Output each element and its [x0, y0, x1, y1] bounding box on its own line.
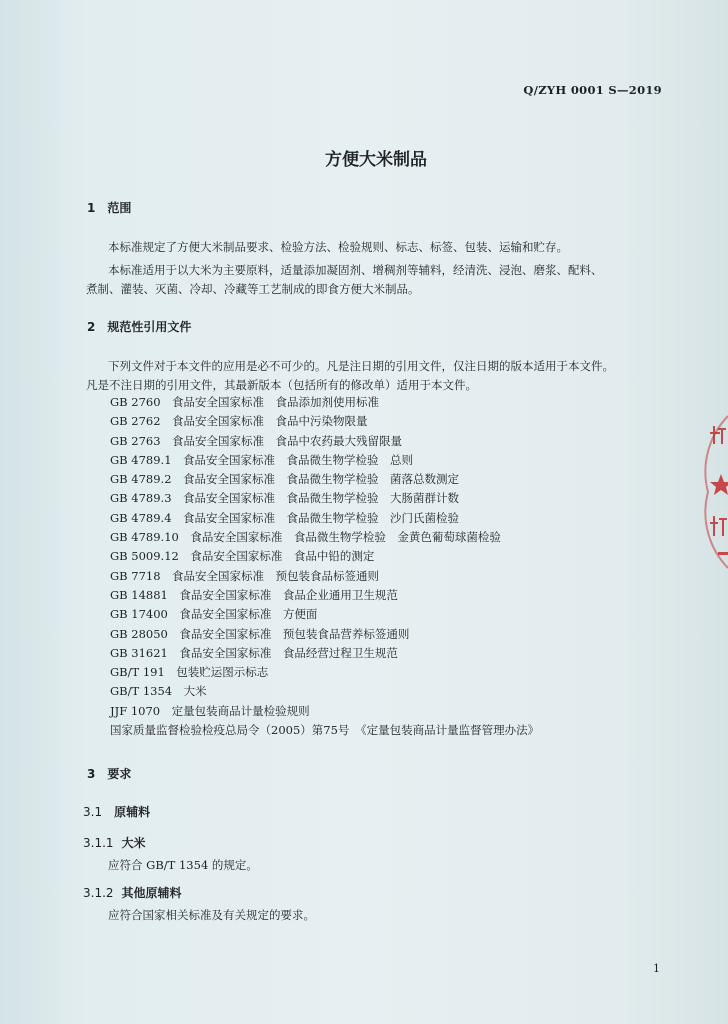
section-number: 1: [87, 201, 96, 215]
subsection-title: 其他原辅料: [121, 886, 182, 900]
section-1-heading: [87, 199, 131, 216]
reference-item: GB/T 1354 大米: [110, 684, 207, 699]
section-title: 要求: [107, 767, 132, 781]
reference-item: GB 4789.10 食品安全国家标准 食品微生物学检验 金黄色葡萄球菌检验: [110, 530, 501, 545]
subsection-3-1-1-heading: [83, 834, 146, 851]
standard-code: Q/ZYH 0001 S—2019: [523, 83, 662, 97]
reference-item: GB 7718 食品安全国家标准 预包装食品标签通则: [110, 568, 380, 583]
subsection-title: 原辅料: [114, 805, 151, 819]
reference-item: GB/T 191 包装贮运图示标志: [110, 665, 269, 680]
red-seal-stamp-icon: [704, 412, 728, 572]
reference-item: 国家质量监督检验检疫总局令（2005）第75号 《定量包装商品计量监督管理办法》: [110, 723, 540, 738]
section-2-heading: [87, 318, 191, 335]
section-number: 3: [87, 767, 96, 781]
reference-item: GB 17400 食品安全国家标准 方便面: [110, 607, 318, 622]
scope-paragraph-3: 煮制、灌装、灭菌、冷却、冷藏等工艺制成的即食方便大米制品。: [86, 282, 420, 296]
subsection-number: 3.1.1: [83, 836, 114, 850]
subsection-3-1-heading: [83, 803, 150, 820]
other-materials-requirement-text: 应符合国家相关标准及有关规定的要求。: [108, 908, 315, 922]
scope-paragraph-2: 本标准适用于以大米为主要原料，适量添加凝固剂、增稠剂等辅料，经清洗、浸泡、磨浆、配料、: [108, 263, 603, 277]
document-title: 方便大米制品: [325, 150, 427, 170]
reference-item: GB 2762 食品安全国家标准 食品中污染物限量: [110, 414, 368, 429]
section-number: 2: [87, 320, 96, 334]
reference-item: GB 28050 食品安全国家标准 预包装食品营养标签通则: [110, 626, 410, 641]
reference-item: GB 4789.2 食品安全国家标准 食品微生物学检验 菌落总数测定: [110, 472, 460, 487]
rice-requirement-text: 应符合 GB/T 1354 的规定。: [108, 858, 258, 872]
reference-item: GB 31621 食品安全国家标准 食品经营过程卫生规范: [110, 645, 398, 660]
references-intro-2: 凡是不注日期的引用文件，其最新版本（包括所有的修改单）适用于本文件。: [86, 378, 477, 392]
subsection-number: 3.1: [83, 805, 103, 819]
reference-item: GB 4789.4 食品安全国家标准 食品微生物学检验 沙门氏菌检验: [110, 510, 460, 525]
reference-item: GB 4789.1 食品安全国家标准 食品微生物学检验 总则: [110, 452, 414, 467]
reference-item: JJF 1070 定量包装商品计量检验规则: [110, 703, 310, 718]
subsection-number: 3.1.2: [83, 886, 114, 900]
subsection-title: 大米: [121, 836, 146, 850]
section-title: 规范性引用文件: [107, 320, 192, 334]
references-intro-1: 下列文件对于本文件的应用是必不可少的。凡是注日期的引用文件，仅注日期的版本适用于本文件。: [108, 359, 614, 373]
section-3-heading: [87, 765, 131, 782]
page-number: 1: [653, 962, 660, 975]
scope-paragraph-1: 本标准规定了方便大米制品要求、检验方法、检验规则、标志、标签、包装、运输和贮存。: [108, 240, 568, 254]
reference-item: GB 5009.12 食品安全国家标准 食品中铅的测定: [110, 549, 375, 564]
reference-item: GB 2763 食品安全国家标准 食品中农药最大残留限量: [110, 433, 403, 448]
subsection-3-1-2-heading: [83, 884, 182, 901]
section-title: 范围: [107, 201, 132, 215]
reference-item: GB 4789.3 食品安全国家标准 食品微生物学检验 大肠菌群计数: [110, 491, 460, 506]
reference-item: GB 2760 食品安全国家标准 食品添加剂使用标准: [110, 395, 380, 409]
reference-item: GB 14881 食品安全国家标准 食品企业通用卫生规范: [110, 587, 398, 602]
reference-list: [110, 393, 539, 740]
